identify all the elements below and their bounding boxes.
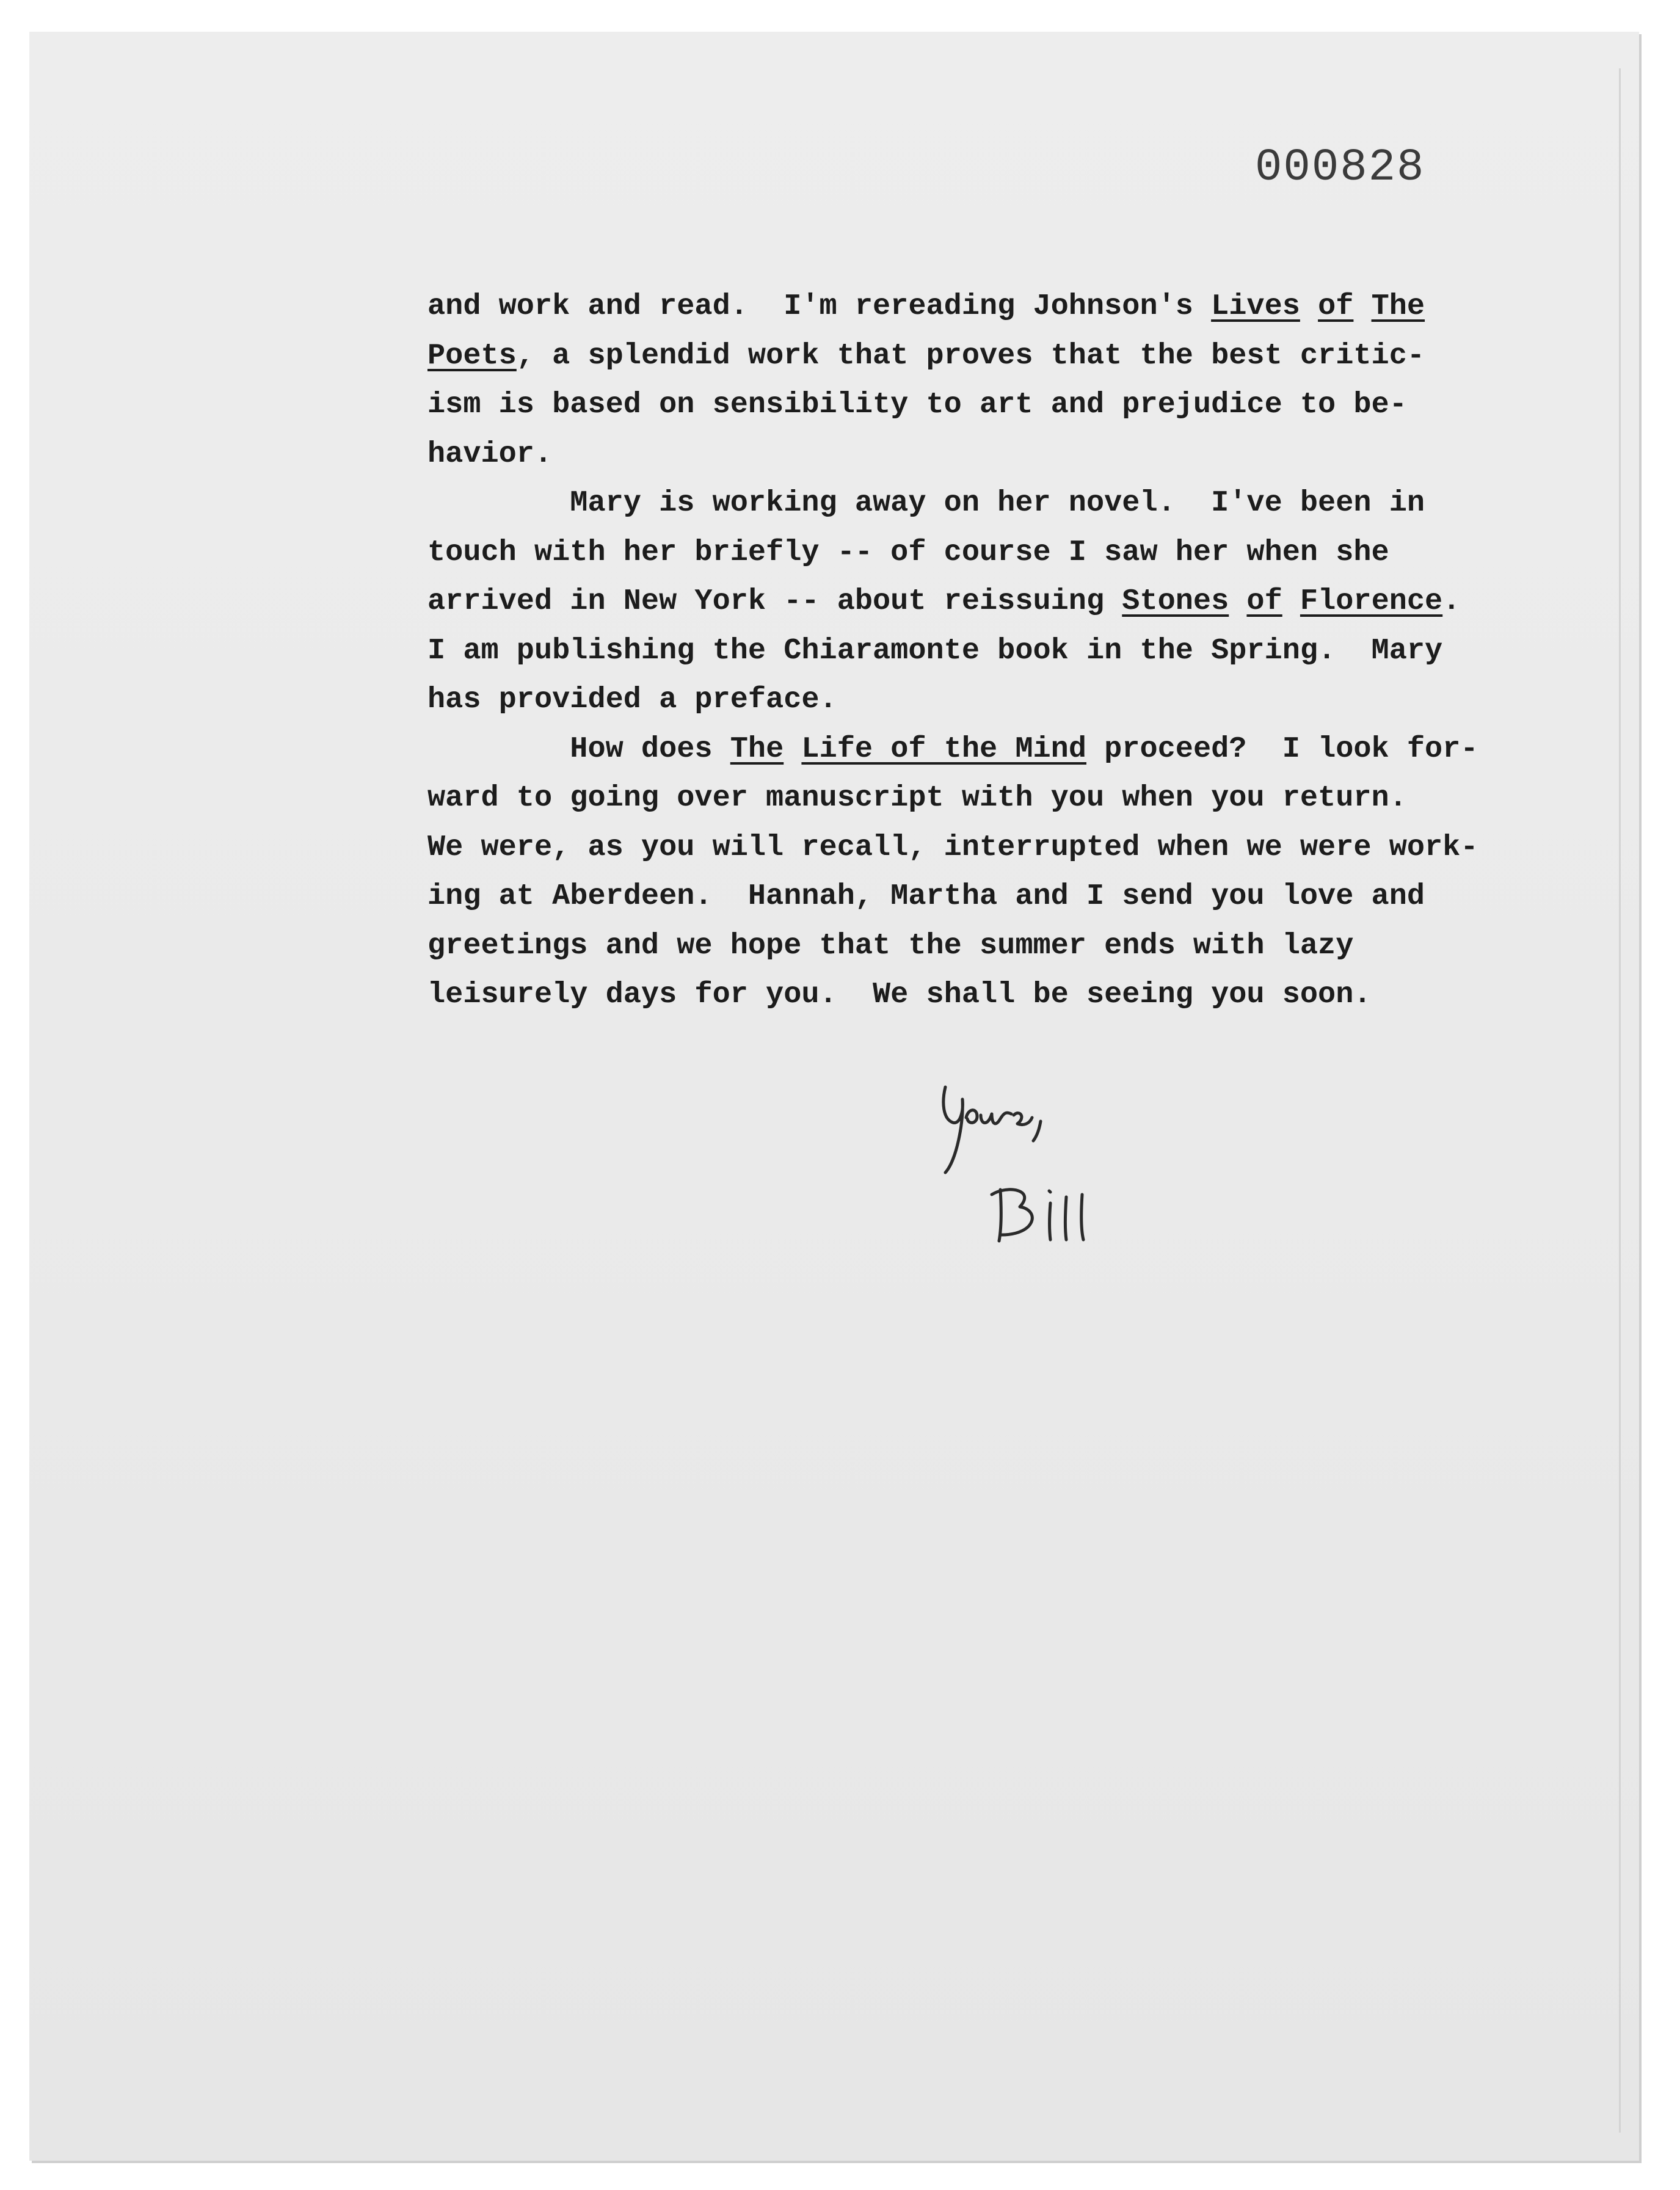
underlined-title: of xyxy=(1318,289,1354,323)
letter-line xyxy=(427,774,1576,823)
letter-text: touch with her briefly -- of course I saw her when she xyxy=(427,535,1389,569)
letter-text xyxy=(784,732,801,766)
letter-line xyxy=(427,430,1576,479)
letter-text: ward to going over manuscript with you when you return. xyxy=(427,781,1407,815)
letter-text: . xyxy=(1442,584,1461,618)
letter-line xyxy=(427,479,1576,528)
letter-line xyxy=(427,725,1576,774)
letter-line xyxy=(427,872,1576,922)
letter-text: How does xyxy=(427,732,730,766)
letter-line xyxy=(427,675,1576,725)
letter-text xyxy=(1282,584,1300,618)
letter-text xyxy=(1353,289,1371,323)
letter-text: leisurely days for you. We shall be seeing you soon. xyxy=(427,978,1372,1011)
underlined-title: Life of the Mind xyxy=(801,732,1086,766)
underlined-title: The xyxy=(1371,289,1425,323)
letter-text: I am publishing the Chiaramonte book in the Spring. Mary xyxy=(427,633,1443,668)
letter-text: ing at Aberdeen. Hannah, Martha and I send you love and xyxy=(427,879,1425,913)
underlined-title: Poets xyxy=(427,338,517,373)
page-edge-shadow xyxy=(1619,68,1621,2133)
letter-line xyxy=(427,577,1576,627)
underlined-title: of xyxy=(1246,584,1282,618)
underlined-title: Stones xyxy=(1122,584,1229,618)
letter-text: Mary is working away on her novel. I've been in xyxy=(427,486,1425,520)
letter-body xyxy=(427,282,1576,1020)
letter-text: and work and read. I'm rereading Johnson's xyxy=(427,289,1212,323)
underlined-title: Florence xyxy=(1300,584,1443,618)
letter-line xyxy=(427,627,1576,676)
underlined-title: The xyxy=(730,732,784,766)
document-number: 000828 xyxy=(1255,142,1425,194)
letter-text: havior. xyxy=(427,437,553,471)
letter-text: proceed? I look for- xyxy=(1086,732,1478,766)
underlined-title: Lives xyxy=(1211,289,1300,323)
letter-line xyxy=(427,922,1576,971)
letter-line xyxy=(427,970,1576,1020)
letter-line xyxy=(427,332,1576,381)
letter-text xyxy=(1300,289,1318,323)
handwritten-signature xyxy=(928,1075,1130,1258)
letter-text: arrived in New York -- about reissuing xyxy=(427,584,1122,618)
letter-line xyxy=(427,380,1576,430)
signature-graphic xyxy=(928,1075,1130,1258)
letter-text: We were, as you will recall, interrupted when we were work- xyxy=(427,830,1478,864)
letter-line xyxy=(427,528,1576,578)
letter-text: greetings and we hope that the summer ends with lazy xyxy=(427,928,1354,962)
letter-line xyxy=(427,282,1576,332)
letter-text: ism is based on sensibility to art and prejudice to be- xyxy=(427,388,1407,421)
letter-text xyxy=(1229,584,1246,618)
letter-line xyxy=(427,823,1576,873)
letter-text: has provided a preface. xyxy=(427,683,837,716)
letter-text: , a splendid work that proves that the best critic- xyxy=(516,338,1425,373)
